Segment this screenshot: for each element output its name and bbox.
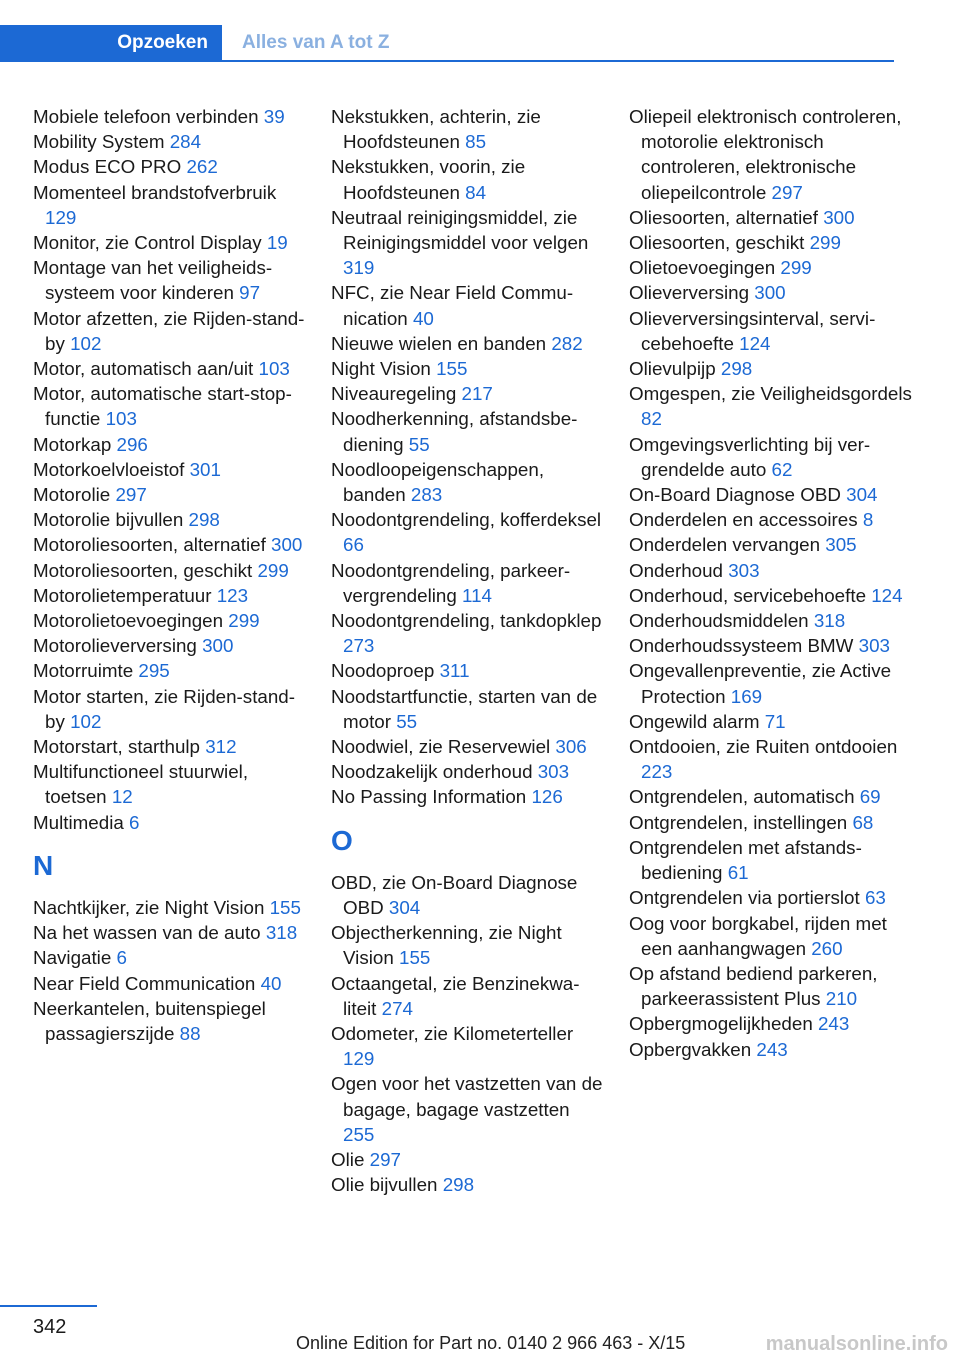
index-entry [33,255,305,305]
index-entry-term: Opbergmogelijkheden [629,1013,818,1035]
index-entry-term: Noodontgrendeling, parkeervergrendeling [331,559,571,606]
index-entry-term: Neerkantelen, buitenspiegel passagierszijde [33,997,266,1044]
index-entry-term: No Passing Information [331,786,532,808]
index-entry-page-link[interactable]: 6 [129,811,140,833]
index-entry-term: Omgevingsverlichting bij vergrendelde auto [629,433,871,480]
index-entry-term: Motorkap [33,433,117,455]
index-entry-term: Octaangetal, zie Benzinekwaliteit [331,972,580,1019]
index-entry [331,1172,603,1197]
tab-opzoeken[interactable]: Opzoeken [0,25,222,61]
index-entry-term: Noodwiel, zie Reservewiel [331,736,556,758]
index-entry [33,507,305,532]
index-entry [33,230,305,255]
index-entry-term: Na het wassen van de auto [33,922,266,944]
index-entry [629,658,919,708]
index-entry-term: Onderhoudsmiddelen [629,610,814,632]
index-entry-page-link[interactable]: 297 [115,484,147,506]
index-entry [629,633,919,658]
index-entry-page-link[interactable]: 85 [465,131,487,153]
index-entry-page-link[interactable]: 299 [257,559,289,581]
index-section-letter: N [33,849,54,881]
index-entry [33,104,305,129]
index-entry [629,532,919,557]
header-divider [0,60,894,62]
index-entry [629,810,919,835]
index-column-3 [629,104,919,1062]
index-entry [331,1071,603,1147]
index-entry-page-link[interactable]: 62 [771,458,793,480]
index-entry [33,558,305,583]
index-entry-term: Motorstart, starthulp [33,736,206,758]
index-entry-page-link[interactable]: 318 [813,610,846,632]
index-entry [331,759,603,784]
index-entry-page-link[interactable]: 8 [862,509,874,531]
index-entry-term: Noodontgrendeling, kofferdeksel [331,509,602,531]
index-entry-page-link[interactable]: 40 [260,972,282,994]
index-column-2 [331,104,603,1197]
index-entry-term: Olieverversingsinterval, servicebehoefte [629,307,876,354]
index-entry-term: Olievulpijp [629,358,721,380]
index-entry-term: Noodontgrendeling, tankdopklep [331,610,602,632]
index-entry [33,180,305,230]
index-entry-term: Olietoevoegingen [629,257,781,279]
index-entry [331,684,603,734]
index-entry-page-link[interactable]: 298 [442,1174,475,1196]
index-entry [331,558,603,608]
index-entry [331,870,603,920]
index-entry-term: Onderhoudssysteem BMW [629,635,859,657]
index-entry [629,911,919,961]
index-entry [331,104,603,154]
index-entry [629,583,919,608]
index-entry-page-link[interactable]: 155 [436,358,468,380]
index-entry [629,280,919,305]
index-entry-page-link[interactable]: 55 [396,710,418,732]
index-entry-term: Ontgrendelen via portierslot [629,887,865,909]
index-entry-term: Onderhoud [629,559,729,581]
index-entry [629,734,919,784]
index-entry-term: Noodzakelijk onderhoud [331,761,538,783]
index-entry [33,457,305,482]
index-entry [331,658,603,683]
index-entry-term: Oliesoorten, geschikt [629,232,810,254]
index-entry-page-link[interactable]: 298 [720,358,753,380]
index-entry [331,356,603,381]
index-entry [629,835,919,885]
index-entry-page-link[interactable]: 84 [465,181,487,203]
index-entry-term: Motor, automatische start-stop-functie [33,383,292,430]
index-entry-page-link[interactable]: 82 [641,408,662,430]
index-entry-term: Motorkoelvloeistof [33,458,190,480]
index-entry-term: Motor afzetten, zie Rijden-stand-by [33,307,305,354]
index-entry-page-link[interactable]: 102 [70,332,102,354]
watermark: manualsonline.info [765,1333,948,1355]
index-entry-page-link[interactable]: 66 [343,534,364,556]
index-entry-page-link[interactable]: 102 [70,710,102,732]
index-entry-page-link[interactable]: 217 [461,383,493,405]
index-entry-term: Motorolietemperatuur [33,584,217,606]
index-entry [33,482,305,507]
index-entry-term: Omgespen, zie Veiligheidsgordels [629,383,912,405]
footer-divider [0,1305,97,1307]
index-entry-term: On-Board Diagnose OBD [629,484,847,506]
index-entry-term: Ontgrendelen met afstandsbediening [629,836,862,884]
index-entry-page-link[interactable]: 124 [739,332,771,354]
index-entry-page-link[interactable]: 298 [188,509,220,531]
index-entry-term: Onderdelen vervangen [629,534,826,556]
index-entry-page-link[interactable]: 303 [537,761,570,783]
page-number: 342 [33,1316,67,1338]
index-entry [33,658,305,683]
index-entry [629,205,919,230]
index-entry-term: Nekstukken, achterin, zie Hoofdsteunen [331,106,541,153]
index-entry-term: Olie bijvullen [331,1174,443,1196]
index-entry-page-link[interactable]: 319 [343,257,375,279]
index-entry-term: Ogen voor het vastzetten van de bagage, bagage vastzetten [331,1073,603,1120]
index-entry [33,381,305,431]
index-entry-term: Onderhoud, servicebehoefte [629,584,872,606]
index-entry-page-link[interactable]: 300 [754,282,786,304]
index-entry [33,810,305,835]
index-entry-term: Oliepeil elektronisch controleren, motorolie elektronisch controleren, elektronische oliepeilcontrole [629,106,902,203]
index-entry-term: Motorolieverversing [33,635,203,657]
index-entry-term: Objectherkenning, zie Night Vision [331,922,562,969]
index-entry-term: Near Field Communication [33,972,261,994]
index-entry-page-link[interactable]: 223 [641,761,673,783]
index-entry [629,784,919,809]
index-entry-term: Motorruimte [33,660,139,682]
header-bar [0,0,960,62]
index-entry [629,1011,919,1036]
index-entry [331,920,603,970]
tab-alles-van-a-tot-z[interactable]: Alles van A tot Z [242,32,390,53]
index-entry-page-link[interactable]: 243 [817,1013,850,1035]
index-entry-page-link[interactable]: 103 [105,408,137,430]
index-entry-term: Motorolie [33,484,116,506]
index-entry-page-link[interactable]: 273 [343,635,375,657]
index-entry-term: Ongewild alarm [629,710,765,732]
index-entry-term: NFC, zie Near Field Communication [331,282,574,329]
index-entry [33,996,305,1046]
index-entry-page-link[interactable]: 71 [764,710,786,732]
index-entry-page-link[interactable]: 262 [186,156,218,178]
index-entry [331,784,603,809]
index-entry [331,280,603,330]
index-entry [33,759,305,809]
index-entry-term: Mobility System [33,131,170,153]
index-entry [331,971,603,1021]
index-entry-term: Motor, automatisch aan/uit [33,358,259,380]
index-entry-page-link[interactable]: 274 [381,997,413,1019]
index-entry [629,608,919,633]
index-entry [331,331,603,356]
index-entry-page-link[interactable]: 300 [823,206,855,228]
index-entry [33,920,305,945]
index-entry-page-link[interactable]: 304 [388,896,421,918]
index-entry-term: Nachtkijker, zie Night Vision [33,896,270,918]
index-entry-term: Motorolietoevoegingen [33,610,229,632]
index-entry-term: Odometer, zie Kilometerteller [331,1022,574,1044]
index-entry [629,558,919,583]
index-entry-term: Noodherkenning, afstandsbediening [331,408,578,455]
index-entry [33,608,305,633]
index-entry-page-link[interactable]: 299 [228,610,260,632]
index-entry-term: Motor starten, zie Rijden-stand-by [33,685,296,732]
index-entry-page-link[interactable]: 40 [412,307,434,329]
index-entry-page-link[interactable]: 12 [111,786,133,808]
index-entry-term: Olieverversing [629,282,755,304]
index-entry [331,205,603,281]
index-entry [33,971,305,996]
index-entry [33,734,305,759]
index-entry-page-link[interactable]: 297 [369,1148,401,1170]
index-entry-term: Monitor, zie Control Display [33,232,267,254]
index-entry-page-link[interactable]: 311 [439,660,470,682]
index-entry-term: Ongevallenpreventie, zie Active Protection [629,660,892,707]
index-entry-page-link[interactable]: 6 [116,947,127,969]
index-entry-term: Momenteel brandstofverbruik [33,181,277,203]
index-entry-term: Mobiele telefoon verbinden [33,106,264,127]
index-entry [33,684,305,734]
index-entry [629,381,919,431]
index-entry [629,482,919,507]
index-entry [629,230,919,255]
index-entry [33,532,305,557]
index-entry-page-link[interactable]: 305 [825,534,857,556]
index-entry [33,633,305,658]
index-entry-page-link[interactable]: 283 [410,484,443,506]
index-entry-term: Motoroliesoorten, alternatief [33,534,272,556]
index-entry-term: Op afstand bediend parkeren, parkeerassistent Plus [629,962,878,1010]
index-entry-page-link[interactable]: 55 [408,433,430,455]
index-entry [33,432,305,457]
index-entry [629,1037,919,1062]
index-entry-term: Nekstukken, voorin, zie Hoofdsteunen [331,156,526,203]
index-entry-page-link[interactable]: 243 [756,1038,788,1060]
index-entry-term: Oog voor borgkabel, rijden met een aanhangwagen [629,912,887,959]
index-entry-page-link[interactable]: 299 [809,232,841,254]
index-entry-page-link[interactable]: 61 [727,862,749,884]
index-entry-page-link[interactable]: 312 [205,736,237,758]
index-entry-page-link[interactable]: 297 [771,181,803,203]
index-entry-term: Multimedia [33,811,130,833]
index-entry-page-link[interactable]: 123 [216,584,249,606]
index-entry-page-link[interactable]: 19 [266,232,288,254]
index-section-letter: O [331,824,353,856]
index-entry-term: Opbergvakken [629,1038,757,1060]
index-entry [629,255,919,280]
index-entry [33,154,305,179]
index-entry-term: Ontdooien, zie Ruiten ontdooien [629,736,898,758]
index-entry-page-link[interactable]: 260 [811,937,843,959]
index-entry-page-link[interactable]: 69 [859,786,881,808]
index-entry-page-link[interactable]: 88 [179,1022,201,1044]
index-entry [331,608,603,658]
index-entry-page-link[interactable]: 155 [269,896,301,918]
index-entry-term: Navigatie [33,947,117,969]
index-entry-term: Multifunctioneel stuurwiel, toetsen [33,761,249,808]
index-entry-term: Ontgrendelen, instellingen [629,811,853,833]
index-entry-term: Niveauregeling [331,383,462,405]
index-entry-page-link[interactable]: 126 [531,786,563,808]
index-entry [33,895,305,920]
index-entry-term: Noodoproep [331,660,440,682]
index-entry-term: Night Vision [331,358,437,380]
index-entry-page-link[interactable]: 318 [265,922,298,944]
index-entry-term: Modus ECO PRO [33,156,187,178]
index-entry-page-link[interactable]: 303 [728,559,760,581]
index-entry [33,306,305,356]
index-entry [331,381,603,406]
index-entry [331,154,603,204]
index-entry [33,945,305,970]
index-entry [331,1147,603,1172]
index-entry-page-link[interactable]: 155 [399,947,431,969]
index-entry [629,885,919,910]
index-entry-page-link[interactable]: 301 [189,458,221,480]
index-entry [33,129,305,154]
index-entry-term: Noodloopeigenschappen, banden [331,458,545,506]
index-entry [331,734,603,759]
index-entry [629,961,919,1011]
index-entry-page-link[interactable]: 300 [271,534,303,556]
index-entry-page-link[interactable]: 295 [138,660,170,682]
index-entry-page-link[interactable]: 306 [555,736,587,758]
index-entry-term: Motoroliesoorten, geschikt [33,559,258,581]
index-entry-term: Noodstartfunctie, starten van de motor [331,685,598,732]
index-entry [629,306,919,356]
index-entry [331,406,603,456]
index-entry-page-link[interactable]: 296 [116,433,148,455]
edition-footer: Online Edition for Part no. 0140 2 966 463 - X/15 [296,1333,686,1353]
index-entry-page-link[interactable]: 299 [780,257,812,279]
index-entry [331,457,603,507]
index-entry-page-link[interactable]: 63 [864,887,886,909]
index-entry-page-link[interactable]: 68 [852,811,874,833]
index-entry [629,709,919,734]
index-entry-page-link[interactable]: 124 [871,584,903,606]
index-entry-page-link[interactable]: 255 [343,1123,375,1145]
index-entry [331,507,603,557]
index-entry-term: Nieuwe wielen en banden [331,332,552,354]
index-entry-page-link[interactable]: 300 [202,635,234,657]
index-entry-page-link[interactable]: 210 [825,988,858,1010]
index-entry-page-link[interactable]: 39 [263,106,285,127]
index-entry-page-link[interactable]: 304 [846,484,878,506]
index-entry [629,432,919,482]
index-entry-page-link[interactable]: 129 [45,206,77,228]
index-entry [629,507,919,532]
index-entry [331,1021,603,1071]
index-entry-term: OBD, zie On-Board Diagnose OBD [331,871,578,918]
index-entry [33,583,305,608]
index-entry-page-link[interactable]: 303 [858,635,890,657]
index-entry-term: Olie [331,1148,370,1170]
index-entry-page-link[interactable]: 97 [239,282,261,304]
index-column-1 [33,104,305,1046]
index-entry [629,104,919,205]
index-entry-page-link[interactable]: 282 [551,332,583,354]
index-entry-term: Ontgrendelen, automatisch [629,786,860,808]
index-entry-page-link[interactable]: 103 [258,358,290,380]
index-entry-page-link[interactable]: 114 [462,584,492,606]
index-entry-term: Onderdelen en accessoires [629,509,863,531]
index-entry [629,356,919,381]
index-entry-page-link[interactable]: 129 [343,1048,375,1070]
index-entry-term: Motorolie bijvullen [33,509,189,531]
index-entry-term: Montage van het veiligheidssysteem voor kinderen [33,257,273,304]
index-entry [33,356,305,381]
index-entry-term: Oliesoorten, alternatief [629,206,824,228]
index-entry-page-link[interactable]: 284 [169,131,202,153]
index-entry-page-link[interactable]: 169 [730,685,763,707]
index-entry-term: Neutraal reinigingsmiddel, zie Reinigingsmiddel voor velgen [331,206,589,254]
